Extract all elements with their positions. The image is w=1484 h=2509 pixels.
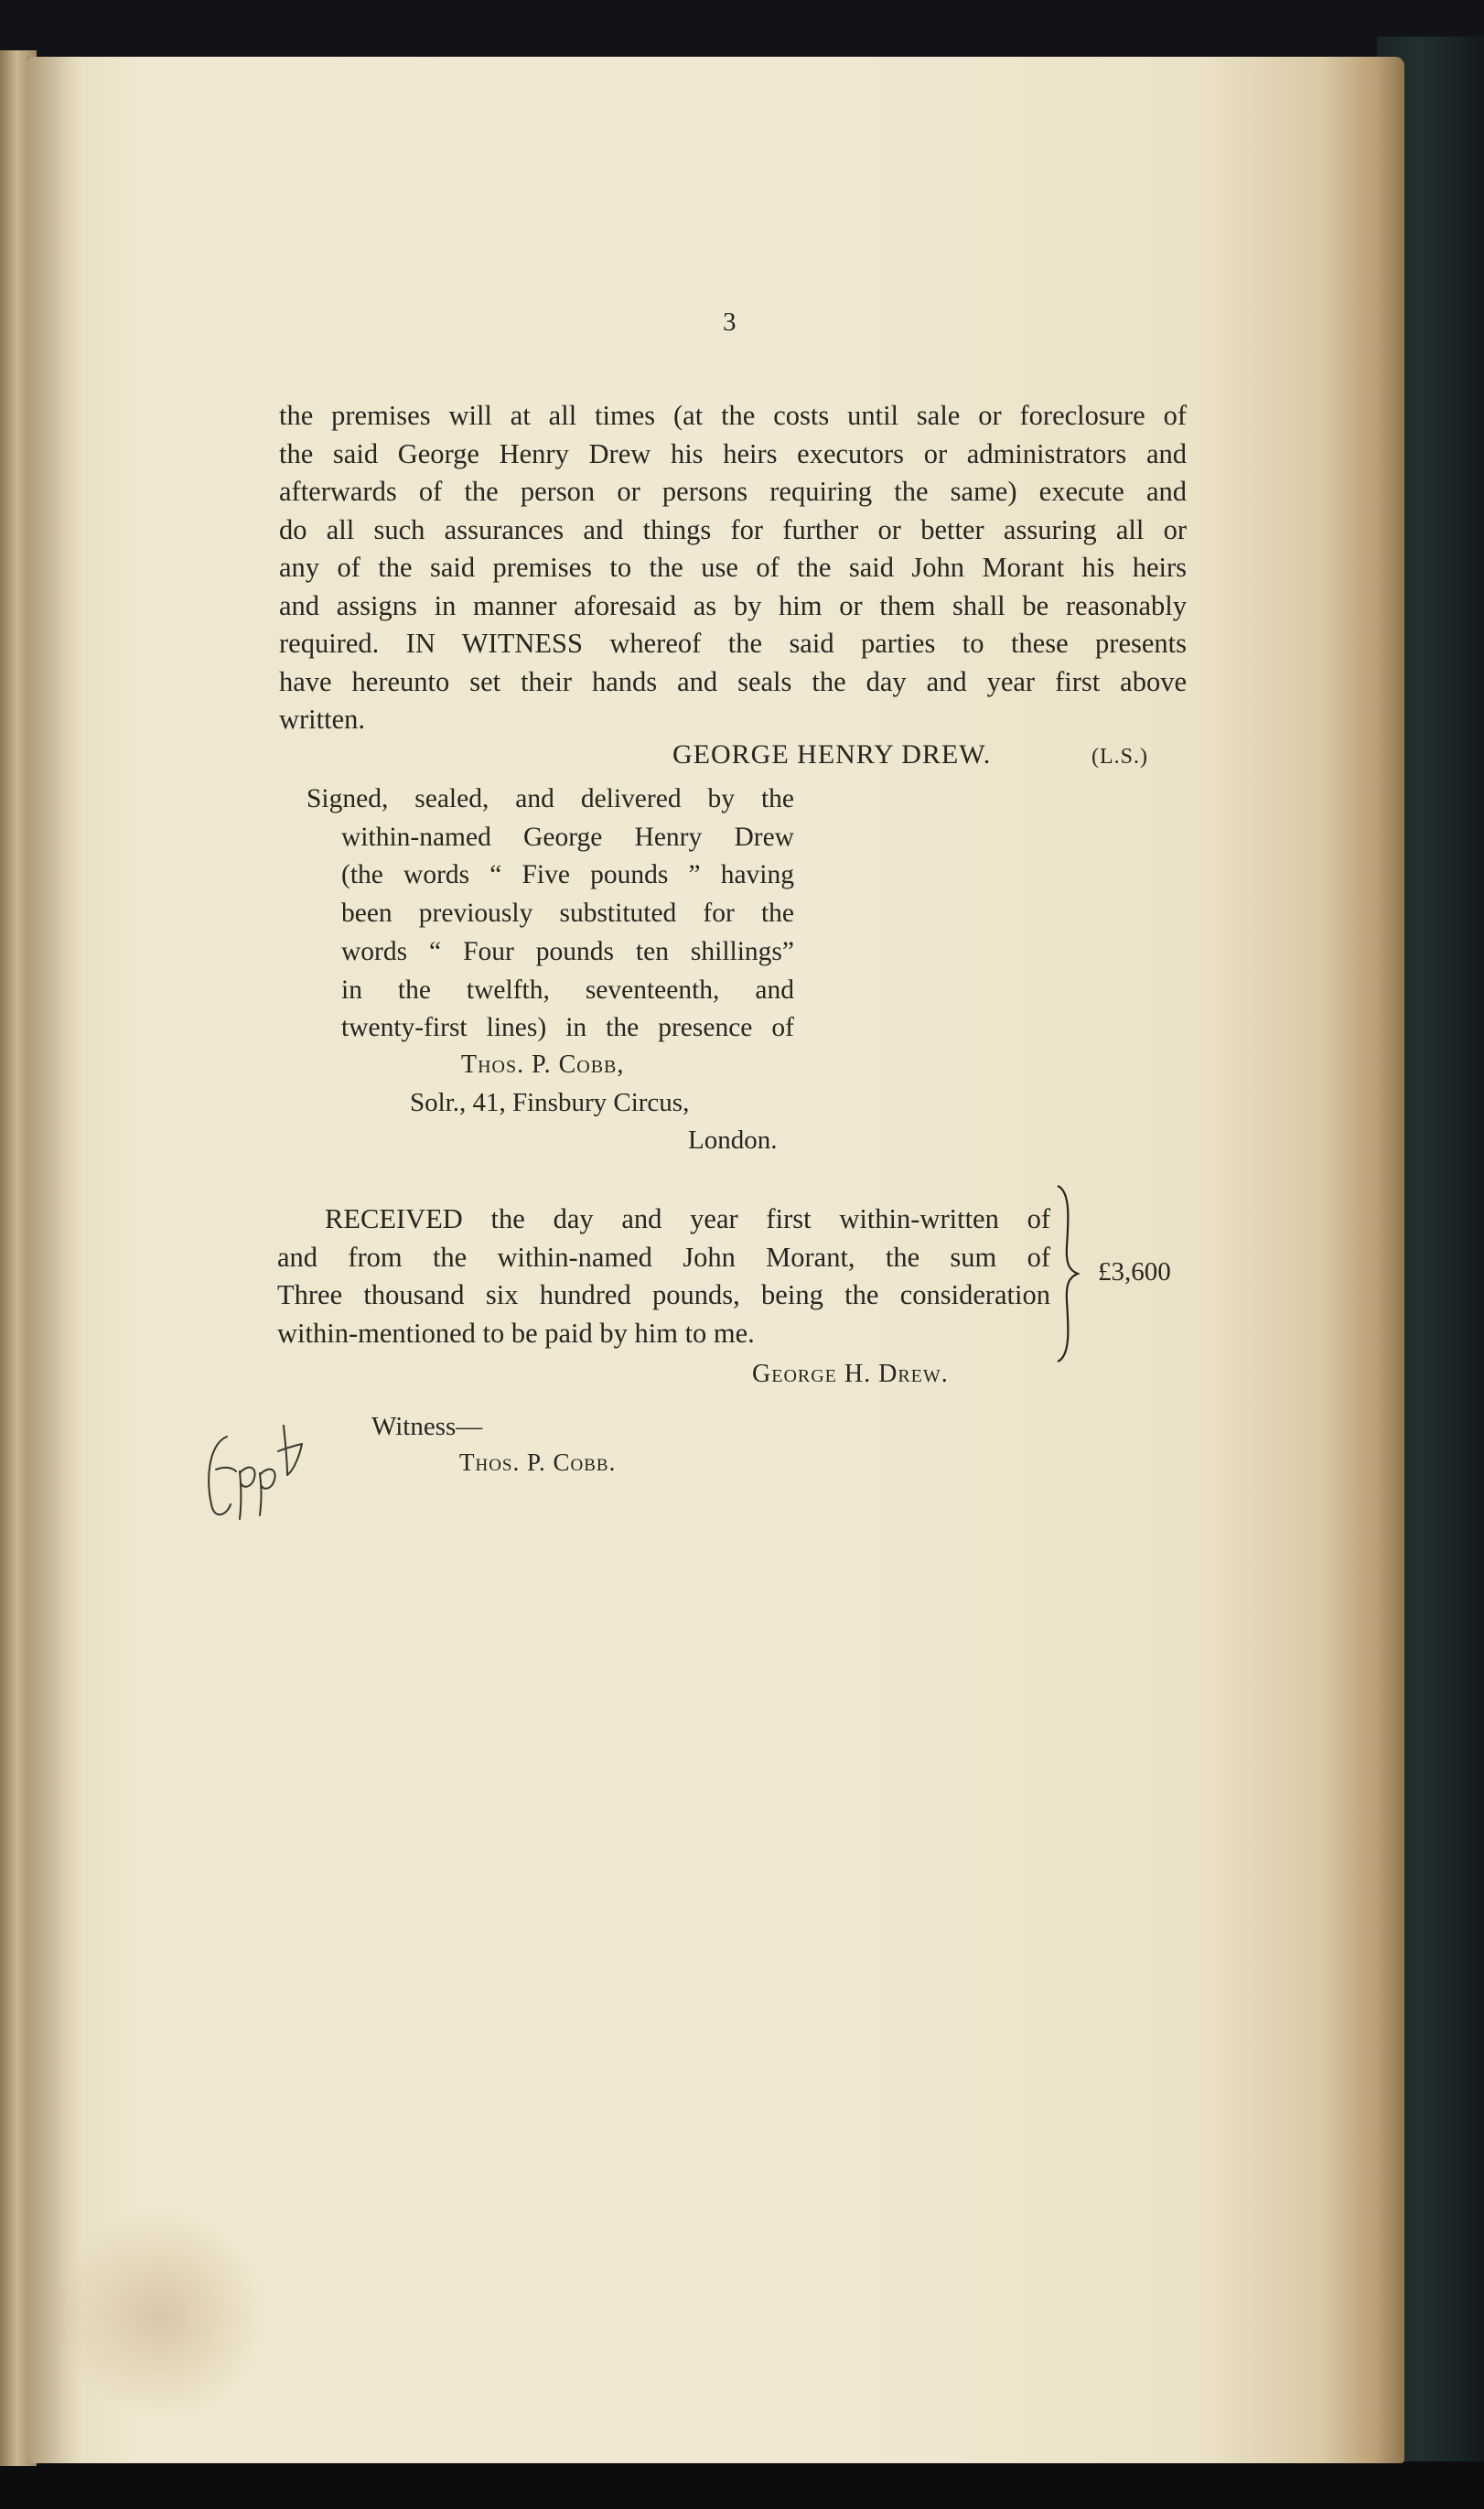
handwritten-annotation: [199, 1416, 328, 1526]
attesting-witness-name: Thos. P. Cobb,: [461, 1050, 625, 1079]
receipt-signature: George H. Drew.: [752, 1360, 949, 1388]
attestation-line: twenty-first lines) in the presence of: [341, 1013, 794, 1043]
witness-label: Witness—: [371, 1412, 483, 1441]
attestation-line: been previously substituted for the: [341, 899, 794, 929]
gutter-shadow: [27, 57, 82, 2463]
receipt-line: within-mentioned to be paid by him to me.: [277, 1317, 755, 1349]
body-line: and assigns in manner aforesaid as by him or them shall be reasonably: [279, 589, 1187, 621]
seal-mark: (L.S.): [1091, 745, 1148, 769]
body-line: do all such assurances and things for further or better assuring all or: [279, 513, 1187, 545]
page-number: 3: [723, 307, 737, 337]
attesting-witness-city: London.: [688, 1125, 778, 1155]
body-line: written.: [279, 704, 366, 735]
attestation-clause: [306, 781, 794, 1048]
brace-icon: [1050, 1182, 1087, 1365]
attestation-line: (the words “ Five pounds ” having: [341, 860, 794, 890]
attestation-line: Signed, sealed, and delivered by the: [306, 784, 794, 813]
body-line: have hereunto set their hands and seals the day and year first above: [279, 665, 1187, 697]
attestation-line: words “ Four pounds ten shillings”: [341, 936, 794, 966]
book-cover-bottom: [0, 2461, 1484, 2509]
paper-stain: [55, 2210, 265, 2420]
receipt-line: RECEIVED the day and year first within-written of: [325, 1203, 1050, 1234]
body-line: the said George Henry Drew his heirs executors or administrators and: [279, 437, 1187, 469]
attestation-line: within-named George Henry Drew: [341, 822, 794, 852]
body-line: any of the said premises to the use of the said John Morant his heirs: [279, 552, 1187, 583]
receipt-amount: £3,600: [1098, 1257, 1171, 1287]
grantor-signature: GEORGE HENRY DREW.: [672, 739, 992, 770]
witness-name: Thos. P. Cobb.: [459, 1448, 617, 1476]
deed-body-text: [279, 397, 1187, 739]
body-line: the premises will at all times (at the costs until sale or foreclosure of: [279, 400, 1187, 431]
body-line: afterwards of the person or persons requiring the same) execute and: [279, 476, 1187, 507]
attestation-line: in the twelfth, seventeenth, and: [341, 975, 794, 1005]
receipt-line: and from the within-named John Morant, the sum of: [277, 1241, 1050, 1273]
receipt-clause: [277, 1201, 1050, 1352]
body-line: required. IN WITNESS whereof the said parties to these presents: [279, 628, 1187, 659]
receipt-line: Three thousand six hundred pounds, being the consideration: [277, 1279, 1050, 1310]
attesting-witness-address: Solr., 41, Finsbury Circus,: [410, 1088, 690, 1117]
